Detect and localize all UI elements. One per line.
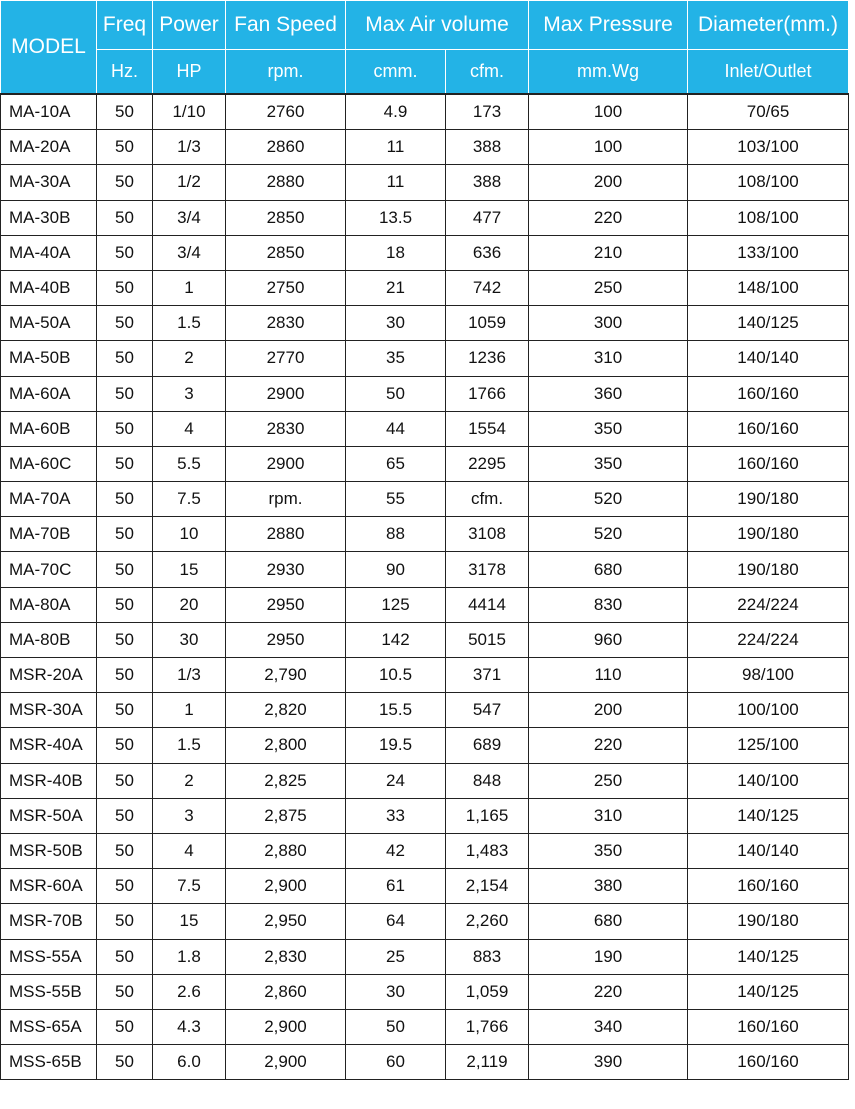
cell-freq: 50 [97, 306, 153, 341]
cell-diameter: 190/180 [688, 904, 849, 939]
cell-model: MSR-20A [1, 658, 97, 693]
cell-power: 20 [153, 587, 226, 622]
cell-cmm: 42 [346, 833, 446, 868]
cell-fan-speed: 2930 [226, 552, 346, 587]
cell-pressure: 300 [529, 306, 688, 341]
header-row-titles [1, 1, 849, 50]
cell-model: MA-70C [1, 552, 97, 587]
cell-pressure: 100 [529, 130, 688, 165]
header-diameter: Diameter(mm.) [688, 1, 849, 50]
table-row [1, 869, 849, 904]
cell-model: MA-60B [1, 411, 97, 446]
cell-cfm: 5015 [446, 622, 529, 657]
table-row [1, 622, 849, 657]
cell-pressure: 520 [529, 482, 688, 517]
cell-fan-speed: 2,875 [226, 798, 346, 833]
cell-freq: 50 [97, 658, 153, 693]
table-row [1, 693, 849, 728]
cell-cfm: 1,059 [446, 974, 529, 1009]
cell-pressure: 210 [529, 235, 688, 270]
cell-power: 30 [153, 622, 226, 657]
cell-pressure: 350 [529, 411, 688, 446]
cell-cfm: 2295 [446, 446, 529, 481]
cell-freq: 50 [97, 235, 153, 270]
cell-diameter: 140/125 [688, 974, 849, 1009]
cell-pressure: 250 [529, 270, 688, 305]
cell-diameter: 140/100 [688, 763, 849, 798]
cell-fan-speed: 2850 [226, 235, 346, 270]
cell-fan-speed: 2770 [226, 341, 346, 376]
cell-cfm: 388 [446, 165, 529, 200]
cell-power: 3/4 [153, 200, 226, 235]
cell-power: 2 [153, 763, 226, 798]
cell-model: MA-80B [1, 622, 97, 657]
cell-pressure: 220 [529, 200, 688, 235]
cell-model: MSR-30A [1, 693, 97, 728]
cell-power: 15 [153, 904, 226, 939]
cell-cmm: 18 [346, 235, 446, 270]
cell-freq: 50 [97, 1045, 153, 1080]
cell-diameter: 100/100 [688, 693, 849, 728]
cell-pressure: 520 [529, 517, 688, 552]
cell-pressure: 350 [529, 446, 688, 481]
cell-freq: 50 [97, 1009, 153, 1044]
cell-cmm: 25 [346, 939, 446, 974]
cell-pressure: 340 [529, 1009, 688, 1044]
cell-model: MA-70B [1, 517, 97, 552]
unit-cfm: cfm. [446, 50, 529, 95]
cell-cfm: 547 [446, 693, 529, 728]
cell-pressure: 830 [529, 587, 688, 622]
unit-cmm: cmm. [346, 50, 446, 95]
table-row [1, 306, 849, 341]
table-row [1, 446, 849, 481]
cell-power: 3 [153, 376, 226, 411]
cell-diameter: 190/180 [688, 482, 849, 517]
cell-cmm: 60 [346, 1045, 446, 1080]
cell-pressure: 220 [529, 974, 688, 1009]
cell-power: 3 [153, 798, 226, 833]
table-row [1, 94, 849, 130]
cell-freq: 50 [97, 130, 153, 165]
cell-freq: 50 [97, 411, 153, 446]
cell-fan-speed: 2850 [226, 200, 346, 235]
cell-cfm: 388 [446, 130, 529, 165]
cell-cmm: 4.9 [346, 94, 446, 130]
cell-fan-speed: 2,880 [226, 833, 346, 868]
cell-pressure: 380 [529, 869, 688, 904]
cell-pressure: 250 [529, 763, 688, 798]
cell-freq: 50 [97, 798, 153, 833]
cell-cmm: 35 [346, 341, 446, 376]
table-row [1, 728, 849, 763]
cell-diameter: 224/224 [688, 622, 849, 657]
cell-model: MSR-40A [1, 728, 97, 763]
cell-freq: 50 [97, 622, 153, 657]
cell-diameter: 224/224 [688, 587, 849, 622]
cell-model: MSR-50B [1, 833, 97, 868]
cell-model: MA-30B [1, 200, 97, 235]
cell-power: 2 [153, 341, 226, 376]
cell-fan-speed: 2880 [226, 517, 346, 552]
cell-cfm: 1,483 [446, 833, 529, 868]
cell-model: MA-70A [1, 482, 97, 517]
cell-power: 3/4 [153, 235, 226, 270]
cell-model: MSS-65B [1, 1045, 97, 1080]
cell-cfm: 1554 [446, 411, 529, 446]
cell-cmm: 65 [346, 446, 446, 481]
cell-diameter: 133/100 [688, 235, 849, 270]
cell-diameter: 160/160 [688, 376, 849, 411]
table-row [1, 482, 849, 517]
cell-diameter: 160/160 [688, 869, 849, 904]
cell-freq: 50 [97, 165, 153, 200]
cell-diameter: 108/100 [688, 200, 849, 235]
cell-power: 1/3 [153, 658, 226, 693]
cell-freq: 50 [97, 446, 153, 481]
cell-model: MSS-65A [1, 1009, 97, 1044]
cell-pressure: 360 [529, 376, 688, 411]
cell-power: 1.5 [153, 728, 226, 763]
cell-freq: 50 [97, 939, 153, 974]
cell-cfm: 2,119 [446, 1045, 529, 1080]
cell-cfm: 883 [446, 939, 529, 974]
cell-fan-speed: 2830 [226, 306, 346, 341]
cell-pressure: 200 [529, 165, 688, 200]
cell-cmm: 50 [346, 376, 446, 411]
cell-cmm: 10.5 [346, 658, 446, 693]
cell-fan-speed: 2900 [226, 446, 346, 481]
cell-pressure: 680 [529, 552, 688, 587]
cell-freq: 50 [97, 200, 153, 235]
cell-freq: 50 [97, 728, 153, 763]
cell-diameter: 190/180 [688, 517, 849, 552]
table-row [1, 200, 849, 235]
table-row [1, 1045, 849, 1080]
cell-diameter: 140/140 [688, 341, 849, 376]
cell-cfm: 636 [446, 235, 529, 270]
table-row [1, 552, 849, 587]
cell-pressure: 100 [529, 94, 688, 130]
cell-diameter: 140/125 [688, 939, 849, 974]
cell-diameter: 140/140 [688, 833, 849, 868]
cell-cmm: 11 [346, 165, 446, 200]
cell-pressure: 390 [529, 1045, 688, 1080]
header-model: MODEL [1, 1, 97, 95]
cell-cfm: 1236 [446, 341, 529, 376]
unit-pressure: mm.Wg [529, 50, 688, 95]
cell-cmm: 64 [346, 904, 446, 939]
cell-cfm: 371 [446, 658, 529, 693]
cell-model: MSS-55B [1, 974, 97, 1009]
cell-fan-speed: 2,900 [226, 869, 346, 904]
table-row [1, 235, 849, 270]
cell-cfm: 848 [446, 763, 529, 798]
cell-cfm: 1,165 [446, 798, 529, 833]
cell-model: MA-30A [1, 165, 97, 200]
table-row [1, 165, 849, 200]
cell-cmm: 30 [346, 974, 446, 1009]
cell-pressure: 310 [529, 798, 688, 833]
cell-fan-speed: 2,950 [226, 904, 346, 939]
header-row-units [1, 50, 849, 95]
cell-fan-speed: 2880 [226, 165, 346, 200]
cell-diameter: 160/160 [688, 411, 849, 446]
cell-diameter: 148/100 [688, 270, 849, 305]
cell-diameter: 190/180 [688, 552, 849, 587]
unit-diameter: Inlet/Outlet [688, 50, 849, 95]
cell-power: 4 [153, 833, 226, 868]
cell-fan-speed: 2,860 [226, 974, 346, 1009]
cell-freq: 50 [97, 693, 153, 728]
cell-cmm: 24 [346, 763, 446, 798]
cell-cmm: 13.5 [346, 200, 446, 235]
cell-model: MSS-55A [1, 939, 97, 974]
cell-diameter: 98/100 [688, 658, 849, 693]
cell-cmm: 88 [346, 517, 446, 552]
cell-pressure: 960 [529, 622, 688, 657]
table-row [1, 1009, 849, 1044]
cell-fan-speed: rpm. [226, 482, 346, 517]
table-row [1, 833, 849, 868]
cell-fan-speed: 2,790 [226, 658, 346, 693]
cell-power: 7.5 [153, 869, 226, 904]
cell-cfm: 1766 [446, 376, 529, 411]
table-row [1, 270, 849, 305]
cell-power: 15 [153, 552, 226, 587]
cell-diameter: 160/160 [688, 1009, 849, 1044]
cell-model: MA-50A [1, 306, 97, 341]
cell-freq: 50 [97, 974, 153, 1009]
cell-diameter: 140/125 [688, 798, 849, 833]
cell-model: MSR-50A [1, 798, 97, 833]
table-row [1, 411, 849, 446]
cell-power: 1 [153, 270, 226, 305]
cell-power: 1/10 [153, 94, 226, 130]
cell-model: MA-60A [1, 376, 97, 411]
cell-power: 1.8 [153, 939, 226, 974]
unit-power: HP [153, 50, 226, 95]
cell-fan-speed: 2,900 [226, 1045, 346, 1080]
cell-cmm: 44 [346, 411, 446, 446]
cell-fan-speed: 2860 [226, 130, 346, 165]
table-row [1, 130, 849, 165]
table-row [1, 974, 849, 1009]
cell-power: 1 [153, 693, 226, 728]
cell-freq: 50 [97, 833, 153, 868]
cell-cfm: 1,766 [446, 1009, 529, 1044]
cell-diameter: 140/125 [688, 306, 849, 341]
cell-diameter: 108/100 [688, 165, 849, 200]
cell-pressure: 680 [529, 904, 688, 939]
table-row [1, 341, 849, 376]
cell-fan-speed: 2830 [226, 411, 346, 446]
cell-fan-speed: 2760 [226, 94, 346, 130]
cell-fan-speed: 2,900 [226, 1009, 346, 1044]
cell-cfm: 742 [446, 270, 529, 305]
cell-cfm: 689 [446, 728, 529, 763]
cell-cmm: 90 [346, 552, 446, 587]
cell-cfm: 3108 [446, 517, 529, 552]
cell-freq: 50 [97, 763, 153, 798]
cell-cmm: 142 [346, 622, 446, 657]
cell-freq: 50 [97, 376, 153, 411]
cell-freq: 50 [97, 587, 153, 622]
cell-cfm: 4414 [446, 587, 529, 622]
cell-diameter: 160/160 [688, 1045, 849, 1080]
cell-cmm: 11 [346, 130, 446, 165]
table-body [1, 94, 849, 1080]
cell-fan-speed: 2950 [226, 622, 346, 657]
cell-cmm: 125 [346, 587, 446, 622]
cell-fan-speed: 2,825 [226, 763, 346, 798]
cell-fan-speed: 2950 [226, 587, 346, 622]
cell-power: 4.3 [153, 1009, 226, 1044]
cell-cfm: 1059 [446, 306, 529, 341]
cell-freq: 50 [97, 270, 153, 305]
header-max-pressure: Max Pressure [529, 1, 688, 50]
cell-freq: 50 [97, 482, 153, 517]
cell-freq: 50 [97, 904, 153, 939]
cell-power: 4 [153, 411, 226, 446]
cell-freq: 50 [97, 552, 153, 587]
cell-model: MA-50B [1, 341, 97, 376]
cell-cfm: 2,154 [446, 869, 529, 904]
cell-power: 2.6 [153, 974, 226, 1009]
cell-cfm: 3178 [446, 552, 529, 587]
cell-cmm: 15.5 [346, 693, 446, 728]
cell-fan-speed: 2,800 [226, 728, 346, 763]
cell-pressure: 200 [529, 693, 688, 728]
unit-fan-speed: rpm. [226, 50, 346, 95]
table-row [1, 658, 849, 693]
cell-power: 6.0 [153, 1045, 226, 1080]
cell-cfm: 477 [446, 200, 529, 235]
cell-cmm: 33 [346, 798, 446, 833]
cell-freq: 50 [97, 869, 153, 904]
cell-power: 1/3 [153, 130, 226, 165]
cell-model: MA-40A [1, 235, 97, 270]
header-power: Power [153, 1, 226, 50]
cell-cmm: 55 [346, 482, 446, 517]
cell-fan-speed: 2900 [226, 376, 346, 411]
cell-cmm: 50 [346, 1009, 446, 1044]
table-row [1, 904, 849, 939]
cell-power: 7.5 [153, 482, 226, 517]
cell-model: MSR-60A [1, 869, 97, 904]
cell-diameter: 160/160 [688, 446, 849, 481]
table-header [1, 1, 849, 95]
cell-fan-speed: 2,830 [226, 939, 346, 974]
table-row [1, 517, 849, 552]
cell-power: 5.5 [153, 446, 226, 481]
cell-pressure: 310 [529, 341, 688, 376]
cell-model: MA-80A [1, 587, 97, 622]
cell-pressure: 350 [529, 833, 688, 868]
cell-pressure: 190 [529, 939, 688, 974]
unit-freq: Hz. [97, 50, 153, 95]
cell-model: MA-40B [1, 270, 97, 305]
cell-model: MA-10A [1, 94, 97, 130]
cell-cmm: 19.5 [346, 728, 446, 763]
cell-freq: 50 [97, 517, 153, 552]
cell-model: MSR-70B [1, 904, 97, 939]
cell-pressure: 220 [529, 728, 688, 763]
cell-power: 1.5 [153, 306, 226, 341]
cell-power: 1/2 [153, 165, 226, 200]
cell-power: 10 [153, 517, 226, 552]
table-row [1, 763, 849, 798]
header-freq: Freq [97, 1, 153, 50]
header-max-air-volume: Max Air volume [346, 1, 529, 50]
cell-cfm: cfm. [446, 482, 529, 517]
cell-model: MA-20A [1, 130, 97, 165]
cell-cmm: 61 [346, 869, 446, 904]
table-row [1, 798, 849, 833]
cell-freq: 50 [97, 94, 153, 130]
cell-diameter: 125/100 [688, 728, 849, 763]
cell-fan-speed: 2,820 [226, 693, 346, 728]
table-row [1, 939, 849, 974]
table-row [1, 376, 849, 411]
cell-cmm: 21 [346, 270, 446, 305]
header-fan-speed: Fan Speed [226, 1, 346, 50]
cell-cfm: 2,260 [446, 904, 529, 939]
table-row [1, 587, 849, 622]
cell-cmm: 30 [346, 306, 446, 341]
cell-model: MA-60C [1, 446, 97, 481]
cell-fan-speed: 2750 [226, 270, 346, 305]
cell-cfm: 173 [446, 94, 529, 130]
cell-freq: 50 [97, 341, 153, 376]
cell-diameter: 70/65 [688, 94, 849, 130]
cell-diameter: 103/100 [688, 130, 849, 165]
cell-model: MSR-40B [1, 763, 97, 798]
cell-pressure: 110 [529, 658, 688, 693]
